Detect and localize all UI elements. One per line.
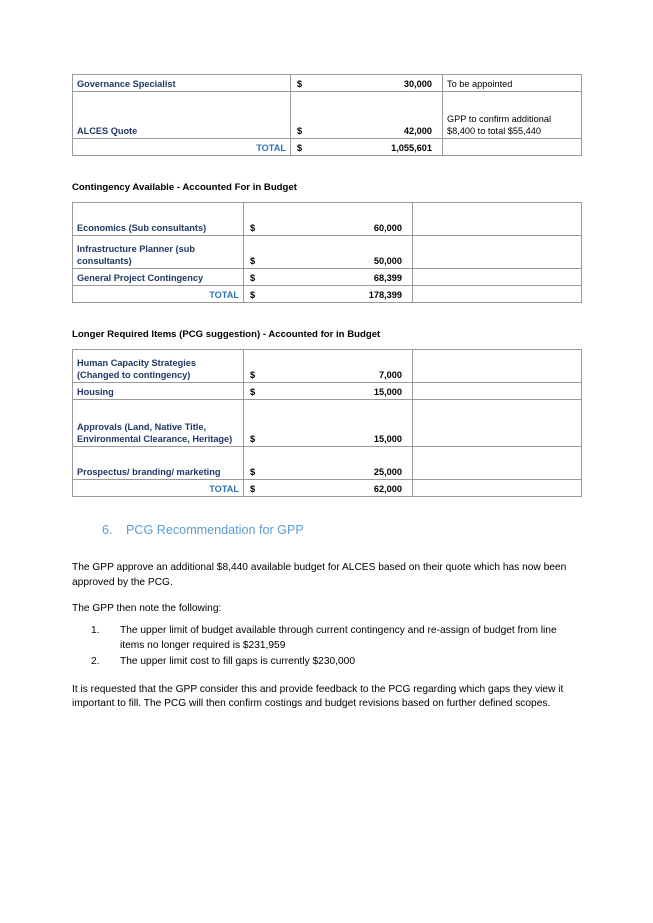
row-amount [244, 400, 413, 447]
amount-value: 178,399 [368, 289, 402, 300]
amount-value: 15,000 [373, 433, 402, 444]
budget-items-continued-table [72, 74, 582, 156]
amount-value: 42,000 [403, 125, 432, 136]
amount-value: 62,000 [373, 483, 402, 494]
spacer [72, 591, 581, 602]
currency-symbol: $ [250, 386, 256, 397]
row-note [443, 139, 582, 156]
currency-symbol: $ [250, 272, 256, 283]
row-amount [291, 92, 443, 139]
currency-symbol: $ [297, 78, 303, 89]
spacer [72, 193, 581, 202]
section-heading [72, 523, 581, 537]
row-amount [244, 269, 413, 286]
row-amount [244, 203, 413, 236]
table-row [73, 92, 582, 139]
total-label: TOTAL [73, 139, 291, 156]
closing-paragraph: It is requested that the GPP consider this and provide feedback to the PCG regarding which gaps they view it important to fill. The PCG will then confirm costings and budget revisions based on further defined scopes. [72, 683, 564, 710]
table-row [73, 350, 582, 383]
table-row [73, 400, 582, 447]
amount-value: 68,399 [373, 272, 402, 283]
contingency-available-table [72, 202, 582, 303]
table-total-row [73, 139, 582, 156]
spacer [72, 671, 581, 683]
amount-value: 25,000 [373, 466, 402, 477]
row-amount [244, 447, 413, 480]
table-total-row [73, 286, 582, 303]
row-note [413, 447, 582, 480]
currency-symbol: $ [297, 125, 303, 136]
table-row [73, 75, 582, 92]
currency-symbol: $ [250, 289, 256, 300]
list-item [72, 655, 581, 670]
list-item-text: The upper limit of budget available through current contingency and re-assign of budget from line items no longer required is $231,959 [120, 625, 557, 652]
row-amount [244, 383, 413, 400]
contingency-subtitle: Contingency Available - Accounted For in Budget [72, 182, 297, 193]
table-total-row [73, 480, 582, 497]
amount-value: 7,000 [379, 369, 402, 380]
row-label: ALCES Quote [73, 92, 291, 139]
amount-value: 50,000 [373, 255, 402, 266]
notes-list [72, 624, 581, 669]
row-note: GPP to confirm additional $8,400 to total $55,440 [443, 92, 582, 139]
table-row [73, 269, 582, 286]
row-label: Human Capacity Strategies (Changed to contingency) [73, 350, 244, 383]
amount-value: 30,000 [403, 78, 432, 89]
list-marker: 1. [91, 625, 100, 637]
currency-symbol: $ [250, 433, 256, 444]
row-label: General Project Contingency [73, 269, 244, 286]
row-note [413, 350, 582, 383]
amount-value: 60,000 [373, 222, 402, 233]
spacer [72, 616, 581, 624]
lead-in-paragraph: The GPP then note the following: [72, 602, 222, 614]
currency-symbol: $ [250, 483, 256, 494]
total-label: TOTAL [73, 480, 244, 497]
row-label: Approvals (Land, Native Title, Environmental Clearance, Heritage) [73, 400, 244, 447]
row-note [413, 383, 582, 400]
row-amount [291, 75, 443, 92]
total-amount [291, 139, 443, 156]
table-row [73, 383, 582, 400]
row-label: Prospectus/ branding/ marketing [73, 447, 244, 480]
table-row [73, 447, 582, 480]
currency-symbol: $ [250, 369, 256, 380]
total-label: TOTAL [73, 286, 244, 303]
row-label: Economics (Sub consultants) [73, 203, 244, 236]
spacer [72, 537, 581, 561]
row-note [413, 286, 582, 303]
list-item [72, 624, 581, 654]
row-label: Housing [73, 383, 244, 400]
row-note [413, 203, 582, 236]
row-note: To be appointed [443, 75, 582, 92]
total-amount [244, 480, 413, 497]
spacer [72, 156, 581, 182]
longer-required-items-table [72, 349, 582, 497]
table-row [73, 203, 582, 236]
list-marker: 2. [91, 655, 100, 667]
row-amount [244, 236, 413, 269]
row-note [413, 480, 582, 497]
row-note [413, 400, 582, 447]
currency-symbol: $ [250, 222, 256, 233]
table-row [73, 236, 582, 269]
spacer [72, 340, 581, 349]
currency-symbol: $ [250, 466, 256, 477]
row-amount [244, 350, 413, 383]
currency-symbol: $ [297, 142, 303, 153]
intro-paragraph: The GPP approve an additional $8,440 available budget for ALCES based on their quote which has now been approved by the PCG. [72, 562, 567, 588]
document-content [72, 74, 581, 712]
longer-required-subtitle: Longer Required Items (PCG suggestion) - Accounted for in Budget [72, 329, 381, 340]
amount-value: 15,000 [373, 386, 402, 397]
row-label: Infrastructure Planner (sub consultants) [73, 236, 244, 269]
spacer [72, 303, 581, 329]
row-label: Governance Specialist [73, 75, 291, 92]
row-note [413, 269, 582, 286]
section-title: PCG Recommendation for GPP [126, 523, 304, 537]
list-item-text: The upper limit cost to fill gaps is currently $230,000 [120, 655, 355, 667]
section-number: 6. [102, 523, 113, 537]
currency-symbol: $ [250, 255, 256, 266]
amount-value: 1,055,601 [391, 142, 432, 153]
total-amount [244, 286, 413, 303]
row-note [413, 236, 582, 269]
